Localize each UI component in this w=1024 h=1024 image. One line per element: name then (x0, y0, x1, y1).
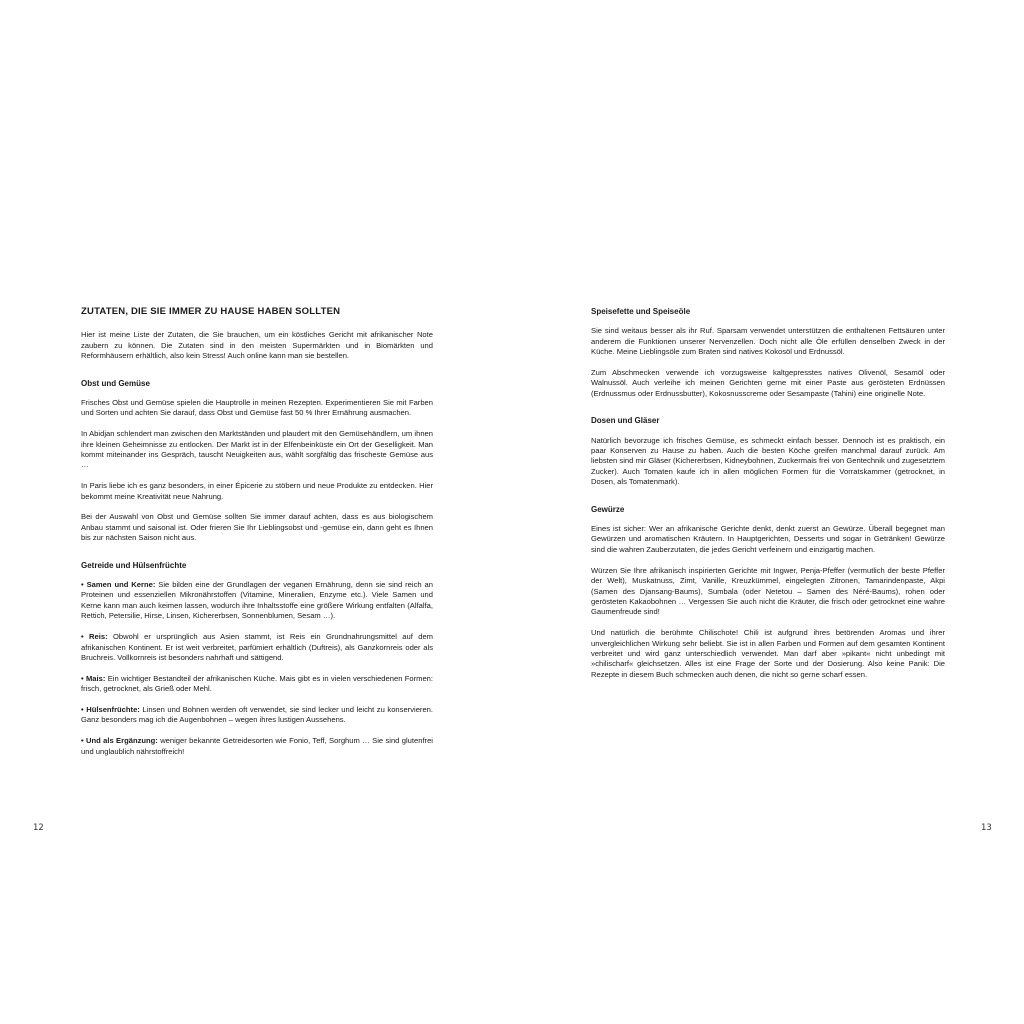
bullet-text: Sie bilden eine der Grundlagen der veganen Ernährung, denn sie sind reich an Proteinen und essenziellen Mikronährstoffen (Vitamine, Mineralien, Enzyme etc.). Viele Samen und Kerne kann man auch keimen lassen, wodurch ihre Inhaltsstoffe eine größere Wirkung entfalten (Alfalfa, Rettich, Petersilie, Hirse, Linsen, Kichererbsen, Sonnenblumen, Sesam …). (81, 580, 433, 621)
section-heading-obst: Obst und Gemüse (81, 378, 150, 388)
bullet-label: • Samen und Kerne: (81, 580, 156, 590)
page-number-left: 12 (33, 823, 44, 833)
left-text-column (81, 307, 433, 767)
bullet-samen (81, 580, 433, 622)
bullet-text: Linsen und Bohnen werden oft verwendet, sie sind lecker und leicht zu konservieren. Ganz besonders mag ich die Augenbohnen – wegen ihres lustigen Aussehens. (81, 704, 433, 725)
section-heading-gewuerze: Gewürze (591, 504, 625, 514)
dosen-paragraph-1: Natürlich bevorzuge ich frisches Gemüse, es schmeckt einfach besser. Dennoch ist es praktisch, ein paar Konserven zu Hause zu haben. Auch die besten Köche greifen manchmal darauf zurück. Am liebsten sind mir Gläser (Kichererbsen, Kidneybohnen, Zuckermais frei von Gentechnik und zugesetztem Zucker). Auch Tomaten kaufe ich in allen möglichen Formen für die Vorratskammer (getrocknet, in Dosen, als Tomatenmark). (591, 435, 945, 487)
bullet-label: • Mais: (81, 673, 106, 683)
bullet-text: weniger bekannte Getreidesorten wie Fonio, Teff, Sorghum … Sie sind glutenfrei und unglaublich nährstoffreich! (81, 736, 433, 756)
section-heading-dosen: Dosen und Gläser (591, 416, 660, 426)
bullet-mais (81, 674, 433, 695)
right-text-column (591, 307, 945, 691)
bullet-text: Obwohl er ursprünglich aus Asien stammt, ist Reis ein Grundnahrungsmittel auf dem afrikanischen Kontinent. Er ist weit verbreitet, parfümiert erhältlich (Duftreis), als Ganzkornreis oder als Bruchreis. Vollkornreis ist besonders nahrhaft und sättigend. (81, 632, 433, 662)
bullet-label: • Hülsenfrüchte: (81, 704, 140, 714)
obst-paragraph-1: Frisches Obst und Gemüse spielen die Hauptrolle in meinen Rezepten. Experimentieren Sie mit Farben und Sorten und achten Sie darauf, dass Obst und Gemüse fast 50 % Ihrer Ernährung ausmachen. (81, 398, 433, 418)
bullet-ergaenzung (81, 736, 433, 757)
obst-paragraph-3: In Paris liebe ich es ganz besonders, in einer Épicerie zu stöbern und neue Produkte zu entdecken. Hier bekommt meine Kreativität neue Nahrung. (81, 481, 433, 501)
gewuerze-paragraph-1: Eines ist sicher: Wer an afrikanische Gerichte denkt, denkt zuerst an Gewürze. Überall begegnet man Gewürzen und aromatischen Kräutern. In Hauptgerichten, Desserts und sogar in Getränken! Gewürze sind die wahren Zauberzutaten, die jedes Gericht verfeinern und einzigartig machen. (591, 524, 945, 554)
right-page (512, 0, 1024, 1024)
page-title: ZUTATEN, DIE SIE IMMER ZU HAUSE HABEN SOLLTEN (81, 306, 341, 317)
section-heading-getreide: Getreide und Hülsenfrüchte (81, 560, 187, 570)
section-heading-fette: Speisefette und Speiseöle (591, 307, 691, 316)
bullet-huelsenfruechte (81, 705, 433, 726)
bullet-text: Ein wichtiger Bestandteil der afrikanischen Küche. Mais gibt es in vielen verschiedenen Formen: frisch, getrocknet, als Grieß oder Mehl. (81, 673, 433, 694)
intro-paragraph: Hier ist meine Liste der Zutaten, die Sie brauchen, um ein köstliches Gericht mit afrikanischer Note zaubern zu können. Die Zutaten sind in den meisten Supermärkten und in Biomärkten und Reformhäusern erhältlich, also kein Stress! Auch online kann man sie bestellen. (81, 330, 433, 361)
bullet-label: • Reis: (81, 632, 108, 642)
fette-paragraph-1: Sie sind weitaus besser als ihr Ruf. Sparsam verwendet unterstützen die enthaltenen Fettsäuren unter anderem die Funktionen unserer Nervenzellen. Doch nicht alle Öle erfüllen denselben Zweck in der Küche. Meine Lieblingsöle zum Braten sind natives Kokosöl und Erdnussöl. (591, 326, 945, 357)
obst-paragraph-2: In Abidjan schlendert man zwischen den Marktständen und plaudert mit den Gemüsehändlern, um ihnen ihre kleinen Geheimnisse zu entlocken. Der Markt ist in der Elfenbeinküste ein Ort der Geselligkeit. Man kommt miteinander ins Gespräch, tauscht Neuigkeiten aus, wählt sorgfältig das frischeste Gemüse aus … (81, 429, 433, 470)
bullet-label: • Und als Ergänzung: (81, 736, 158, 746)
fette-paragraph-2: Zum Abschmecken verwende ich vorzugsweise kaltgepresstes natives Olivenöl, Sesamöl oder Walnussöl. Auch verleihe ich meinen Gerichten gerne mit einer Paste aus gerösteten Erdnüssen (Erdnussmus oder Erdnussbutter), Kokosnusscreme oder Sesampaste (Tahini) eine originelle Note. (591, 368, 945, 398)
page-number-right: 13 (981, 823, 992, 833)
gewuerze-paragraph-2: Würzen Sie Ihre afrikanisch inspirierten Gerichte mit Ingwer, Penja-Pfeffer (vermutlich der beste Pfeffer der Welt), Muskatnuss, Zimt, Vanille, Kreuzkümmel, eingelegten Zitronen, Tamarindenpaste, Akpi (Samen des Djansang-Baums), Sumbala (oder Netetou – Samen des Néré-Baums), rohen oder gerösteten Kakaobohnen … Vergessen Sie auch nicht die Kräuter, die frisch oder getrocknet eine wahre Gaumenfreude sind! (591, 565, 945, 617)
obst-paragraph-4: Bei der Auswahl von Obst und Gemüse sollten Sie immer darauf achten, dass es aus biologischem Anbau stammt und saisonal ist. Oder frieren Sie Ihr Lieblingsobst und -gemüse ein, dann geht es Ihnen bis zur nächsten Saison nicht aus. (81, 512, 433, 543)
bullet-reis (81, 632, 433, 663)
gewuerze-paragraph-3: Und natürlich die berühmte Chilischote! Chili ist aufgrund ihres betörenden Aromas und ihrer unvergleichlichen Wirkung sehr beliebt. Sie ist in allen Farben und Formen auf dem gesamten Kontinent verbreitet und wird ganz unterschiedlich verwendet. Man darf aber »pikant« nicht unbedingt mit »chilischarf« gleichsetzen. Alles ist eine Frage der Sorte und der Dosierung. Also keine Panik: Die Rezepte in diesem Buch schmecken auch denen, die nicht so gerne scharf essen. (591, 628, 945, 679)
